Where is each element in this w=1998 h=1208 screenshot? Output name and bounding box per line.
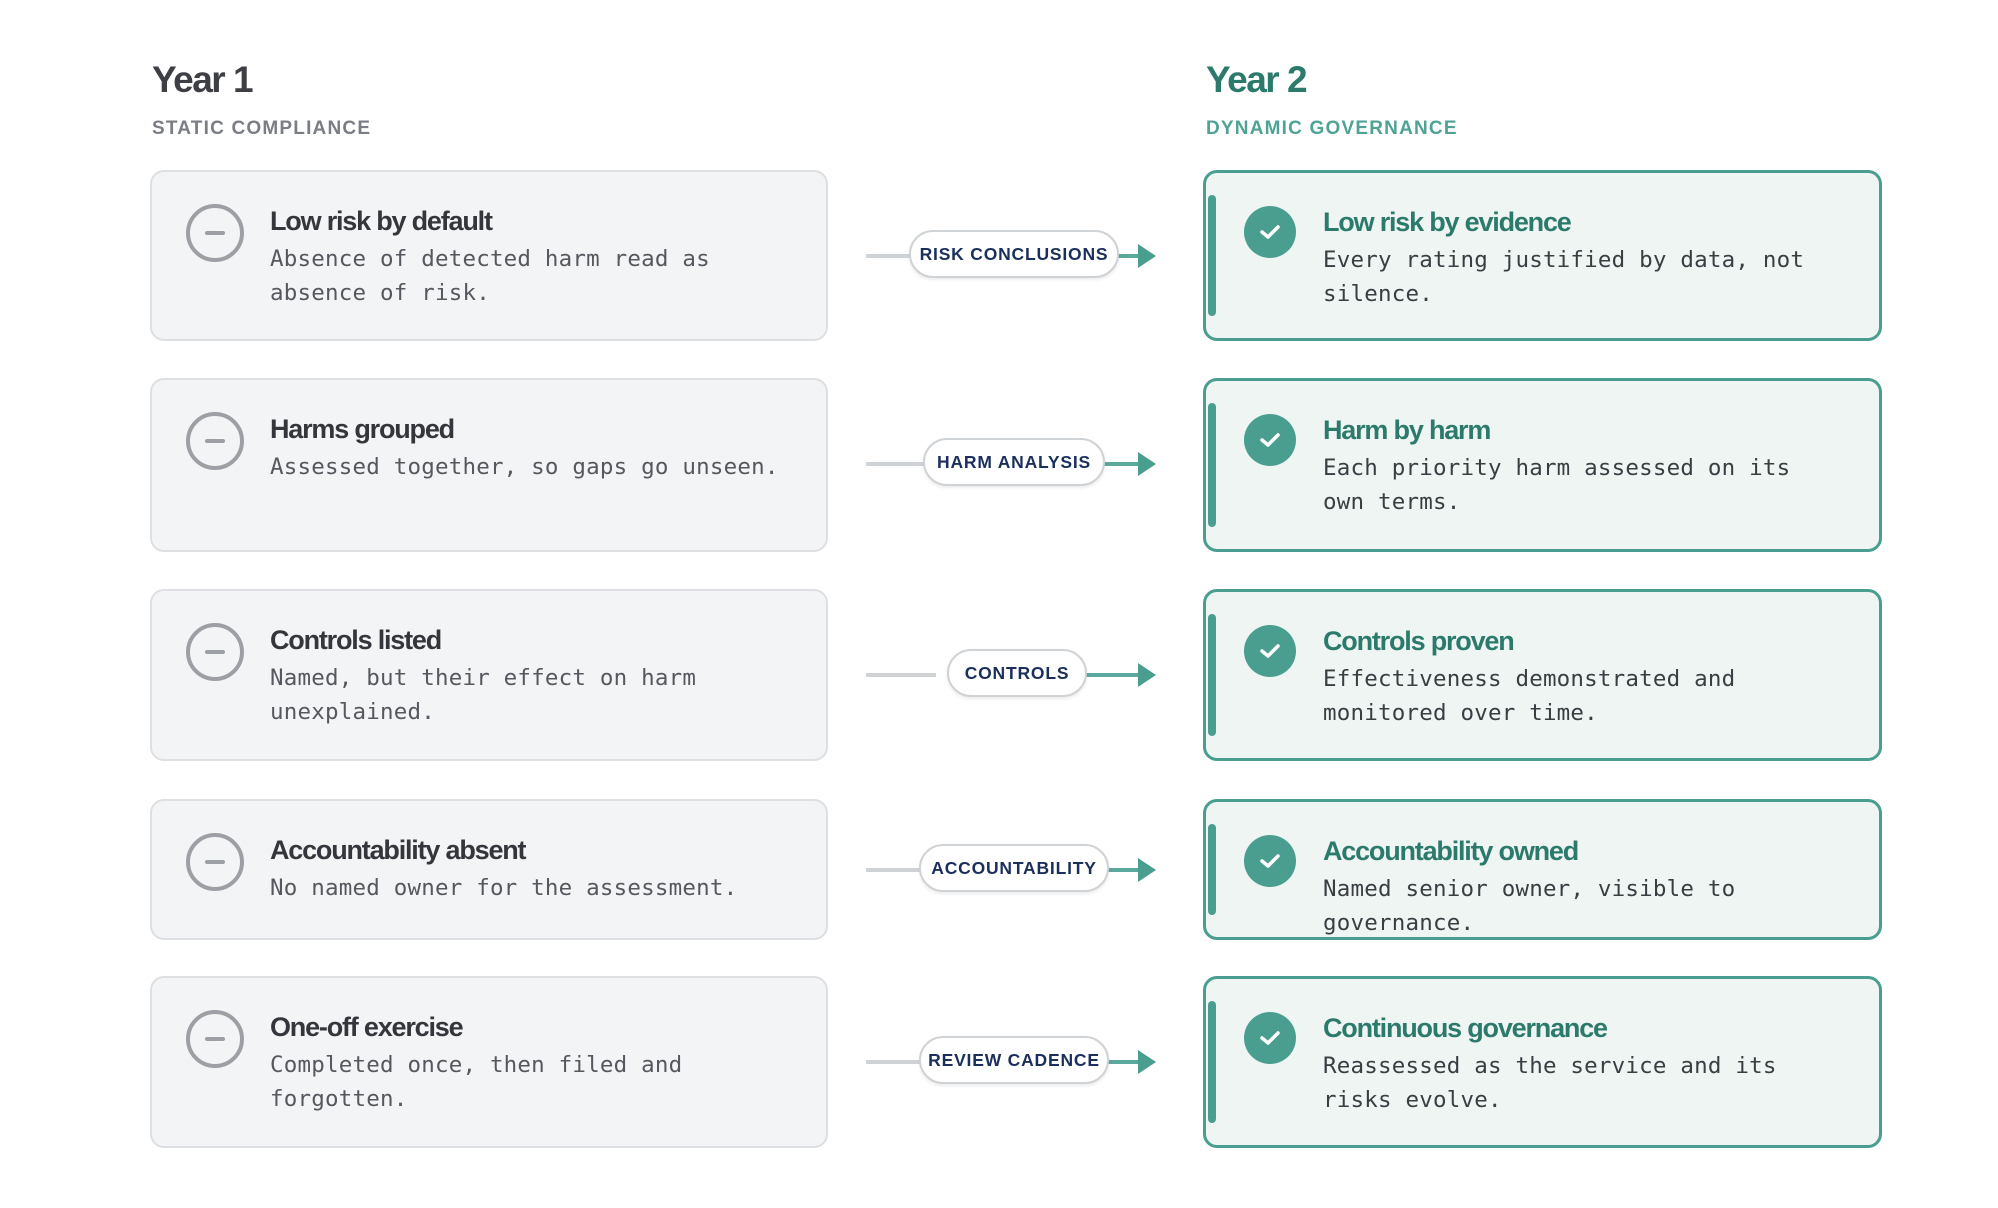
connector-label: CONTROLS [947,649,1087,697]
connector-line [866,673,936,677]
year-1-card [150,170,828,341]
arrow-right-icon [1138,244,1156,268]
year-2-card-description: Reassessed as the service and its risks evolve. [1323,1053,1777,1113]
year-1-card [150,976,828,1148]
year-2-subtitle: DYNAMIC GOVERNANCE [1206,118,1458,139]
year-1-title: Year 1 [152,59,253,100]
year-1-card-title: Controls listed [270,625,442,655]
check-circle-icon [1244,835,1296,887]
connector-label: RISK CONCLUSIONS [909,230,1119,278]
check-circle-icon [1244,625,1296,677]
year-2-card-title: Accountability owned [1323,836,1579,866]
connector-label: HARM ANALYSIS [923,438,1105,486]
year-1-card-description: Named, but their effect on harm unexplained. [270,665,697,725]
year-2-card-title: Harm by harm [1323,415,1491,445]
arrow-right-icon [1138,858,1156,882]
transition-connector [866,226,1162,286]
year-1-card-title: One-off exercise [270,1012,463,1042]
year-2-card [1203,976,1882,1148]
transition-connector [866,434,1162,494]
year-1-card-title: Accountability absent [270,835,526,865]
year-2-card [1203,378,1882,552]
year-2-header [1206,58,1458,140]
year-1-card-description: No named owner for the assessment. [270,875,738,901]
year-2-card-title: Controls proven [1323,626,1514,656]
minus-circle-icon [186,412,244,470]
transition-connector [866,840,1162,900]
year-1-card [150,378,828,552]
year-1-header [152,58,371,140]
year-2-title: Year 2 [1206,59,1307,100]
card-accent-bar [1208,403,1216,527]
connector-line [1084,673,1146,677]
minus-circle-icon [186,204,244,262]
card-accent-bar [1208,1001,1216,1123]
card-accent-bar [1208,195,1216,316]
year-1-card-description: Assessed together, so gaps go unseen. [270,454,779,480]
minus-circle-icon [186,1010,244,1068]
year-1-card-description: Absence of detected harm read as absence of risk. [270,246,710,306]
minus-circle-icon [186,833,244,891]
year-1-card [150,799,828,940]
minus-circle-icon [186,623,244,681]
year-2-card-title: Continuous governance [1323,1013,1607,1043]
check-circle-icon [1244,206,1296,258]
card-accent-bar [1208,824,1216,915]
year-2-card-description: Every rating justified by data, not silence. [1323,247,1805,307]
year-2-card-description: Each priority harm assessed on its own terms. [1323,455,1791,515]
year-1-card [150,589,828,761]
card-accent-bar [1208,614,1216,736]
year-2-card [1203,799,1882,940]
year-1-card-title: Low risk by default [270,206,492,236]
year-2-card-description: Effectiveness demonstrated and monitored over time. [1323,666,1736,726]
connector-label: REVIEW CADENCE [919,1036,1109,1084]
check-circle-icon [1244,414,1296,466]
connector-label: ACCOUNTABILITY [919,844,1109,892]
transition-connector [866,1032,1162,1092]
transition-connector [866,645,1162,705]
year-2-card-description: Named senior owner, visible to governance. [1323,876,1736,936]
year-1-subtitle: STATIC COMPLIANCE [152,118,372,139]
arrow-right-icon [1138,452,1156,476]
year-2-card [1203,170,1882,341]
year-2-card [1203,589,1882,761]
arrow-right-icon [1138,1050,1156,1074]
arrow-right-icon [1138,663,1156,687]
year-1-card-title: Harms grouped [270,414,454,444]
year-1-card-description: Completed once, then filed and forgotten. [270,1052,683,1112]
check-circle-icon [1244,1012,1296,1064]
year-2-card-title: Low risk by evidence [1323,207,1571,237]
